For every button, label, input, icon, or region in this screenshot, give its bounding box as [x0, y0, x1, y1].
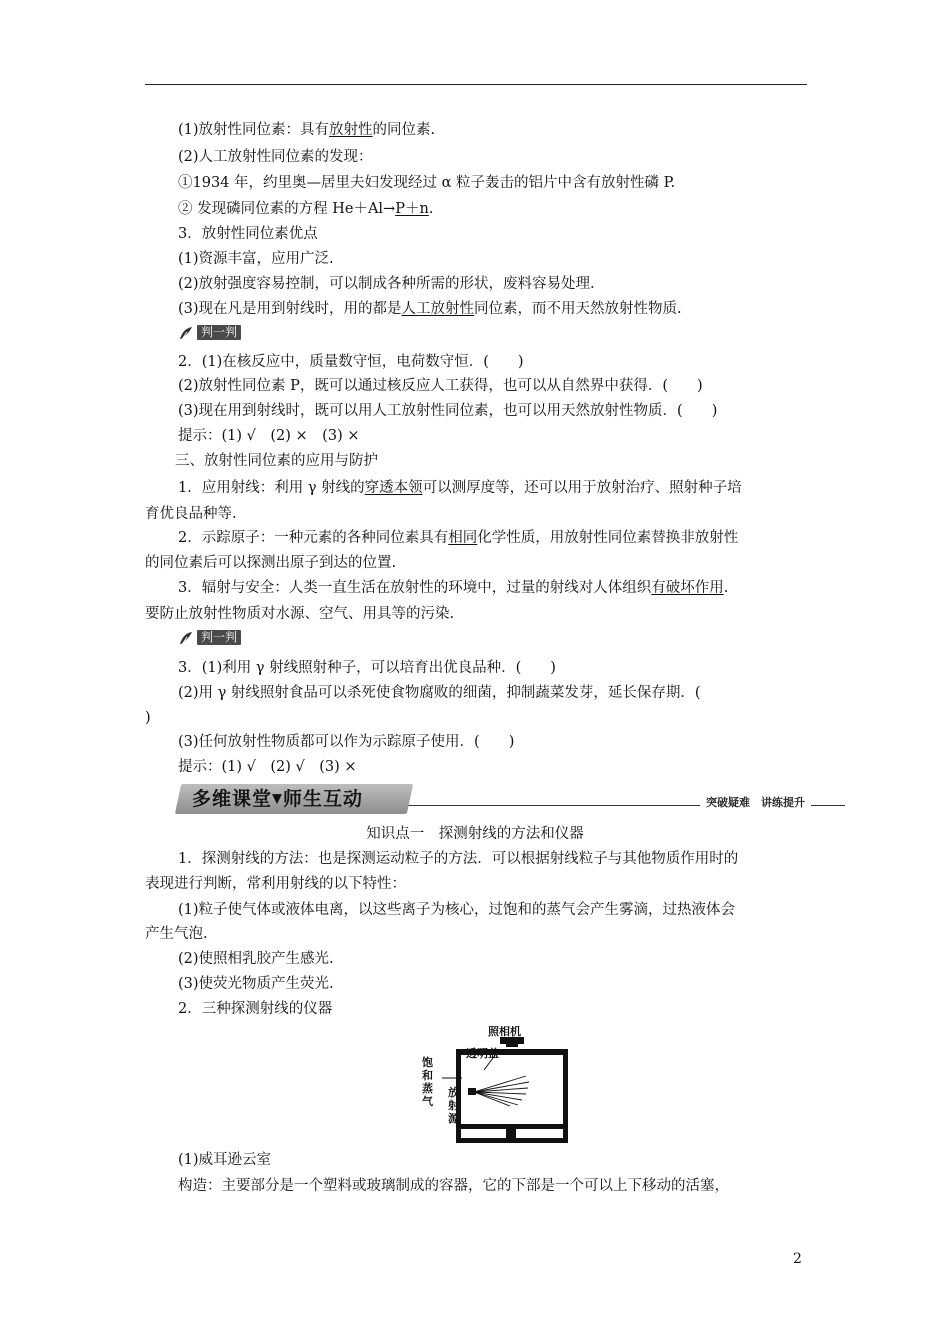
para-line: (2)使照相乳胶产生感光.	[178, 951, 334, 967]
para-line: 的同位素后可以探测出原子到达的位置.	[145, 555, 397, 571]
judge-label	[178, 630, 241, 645]
para-line: (1)威耳逊云室	[178, 1152, 272, 1168]
para-line: ② 发现磷同位素的方程 He＋Al→P＋n.	[178, 201, 434, 217]
svg-text:气: 气	[422, 1095, 433, 1108]
diagram-label-camera: 照相机	[488, 1026, 521, 1038]
para-line: 2．三种探测射线的仪器	[178, 1001, 333, 1017]
diagram-label-source	[448, 1085, 460, 1125]
page-number: 2	[793, 1251, 802, 1267]
knowledge-point-title: 知识点一 探测射线的方法和仪器	[366, 826, 584, 842]
pen-nib-icon	[178, 326, 194, 340]
section-heading: 三、放射性同位素的应用与防护	[175, 453, 378, 469]
svg-text:射: 射	[448, 1099, 459, 1112]
svg-text:蒸: 蒸	[422, 1082, 433, 1095]
para-line: 要防止放射性物质对水源、空气、用具等的污染.	[145, 606, 455, 622]
para-line: (3)使荧光物质产生荧光.	[178, 976, 334, 992]
section-banner: 多维课堂▼师生互动	[178, 784, 410, 814]
question-line: (2)放射性同位素 P，既可以通过核反应人工获得，也可以从自然界中获得．( )	[178, 378, 703, 394]
judge-label	[178, 325, 241, 340]
hint-line: 提示：(1) √ (2) × (3) ×	[178, 428, 360, 444]
para-line: 2．示踪原子：一种元素的各种同位素具有相同化学性质，用放射性同位素替换非放射性	[178, 530, 739, 546]
para-line: (1)资源丰富，应用广泛.	[178, 251, 334, 267]
para-line: (2)人工放射性同位素的发现：	[178, 149, 373, 165]
question-line: (2)用 γ 射线照射食品可以杀死使食物腐败的细菌，抑制蔬菜发芽，延长保存期．(	[178, 685, 701, 701]
para-line: 产生气泡.	[145, 926, 208, 942]
cloud-chamber-diagram	[414, 1026, 574, 1146]
para-line: (2)放射强度容易控制，可以制成各种所需的形状，废料容易处理.	[178, 276, 595, 292]
diagram-label-lid: 透明盖	[466, 1047, 499, 1060]
svg-text:源: 源	[448, 1112, 459, 1125]
para-line: (1)粒子使气体或液体电离，以这些离子为核心，过饱和的蒸气会产生雾滴，过热液体会	[178, 902, 736, 918]
para-line: (1)放射性同位素：具有放射性的同位素.	[178, 122, 436, 138]
para-line: 3．辐射与安全：人类一直生活在放射性的环境中，过量的射线对人体组织有破坏作用.	[178, 580, 729, 596]
svg-text:放: 放	[448, 1086, 459, 1099]
question-line: 3．(1)利用 γ 射线照射种子，可以培育出优良品种．( )	[178, 660, 556, 676]
para-line: 1．探测射线的方法：也是探测运动粒子的方法．可以根据射线粒子与其他物质作用时的	[178, 851, 739, 867]
question-line: 2．(1)在核反应中，质量数守恒，电荷数守恒．( )	[178, 354, 524, 370]
diagram-label-vapor	[422, 1055, 434, 1108]
svg-text:和: 和	[422, 1069, 433, 1082]
question-line: )	[145, 710, 151, 726]
question-line: (3)现在用到射线时，既可以用人工放射性同位素，也可以用天然放射性物质．( )	[178, 403, 718, 419]
para-line: 3．放射性同位素优点	[178, 226, 318, 242]
para-line: 1．应用射线：利用 γ 射线的穿透本领可以测厚度等，还可以用于放射治疗、照射种子培	[178, 480, 742, 496]
judge-label-text: 判一判	[197, 325, 241, 340]
banner-tag: 突破疑难 讲练提升	[700, 794, 811, 812]
pen-nib-icon	[178, 631, 194, 645]
question-line: (3)任何放射性物质都可以作为示踪原子使用．( )	[178, 734, 515, 750]
para-line: (3)现在凡是用到射线时，用的都是人工放射性同位素，而不用天然放射性物质.	[178, 301, 682, 317]
para-line: ①1934 年，约里奥—居里夫妇发现经过 α 粒子轰击的铝片中含有放射性磷 P.	[178, 175, 676, 191]
svg-text:饱: 饱	[422, 1056, 433, 1069]
header-rule	[145, 84, 807, 85]
para-line: 表现进行判断，常利用射线的以下特性：	[145, 876, 406, 892]
hint-line: 提示：(1) √ (2) √ (3) ×	[178, 759, 357, 775]
judge-label-text: 判一判	[197, 630, 241, 645]
para-line: 构造：主要部分是一个塑料或玻璃制成的容器，它的下部是一个可以上下移动的活塞，	[178, 1178, 729, 1194]
para-line: 育优良品种等.	[145, 506, 237, 522]
